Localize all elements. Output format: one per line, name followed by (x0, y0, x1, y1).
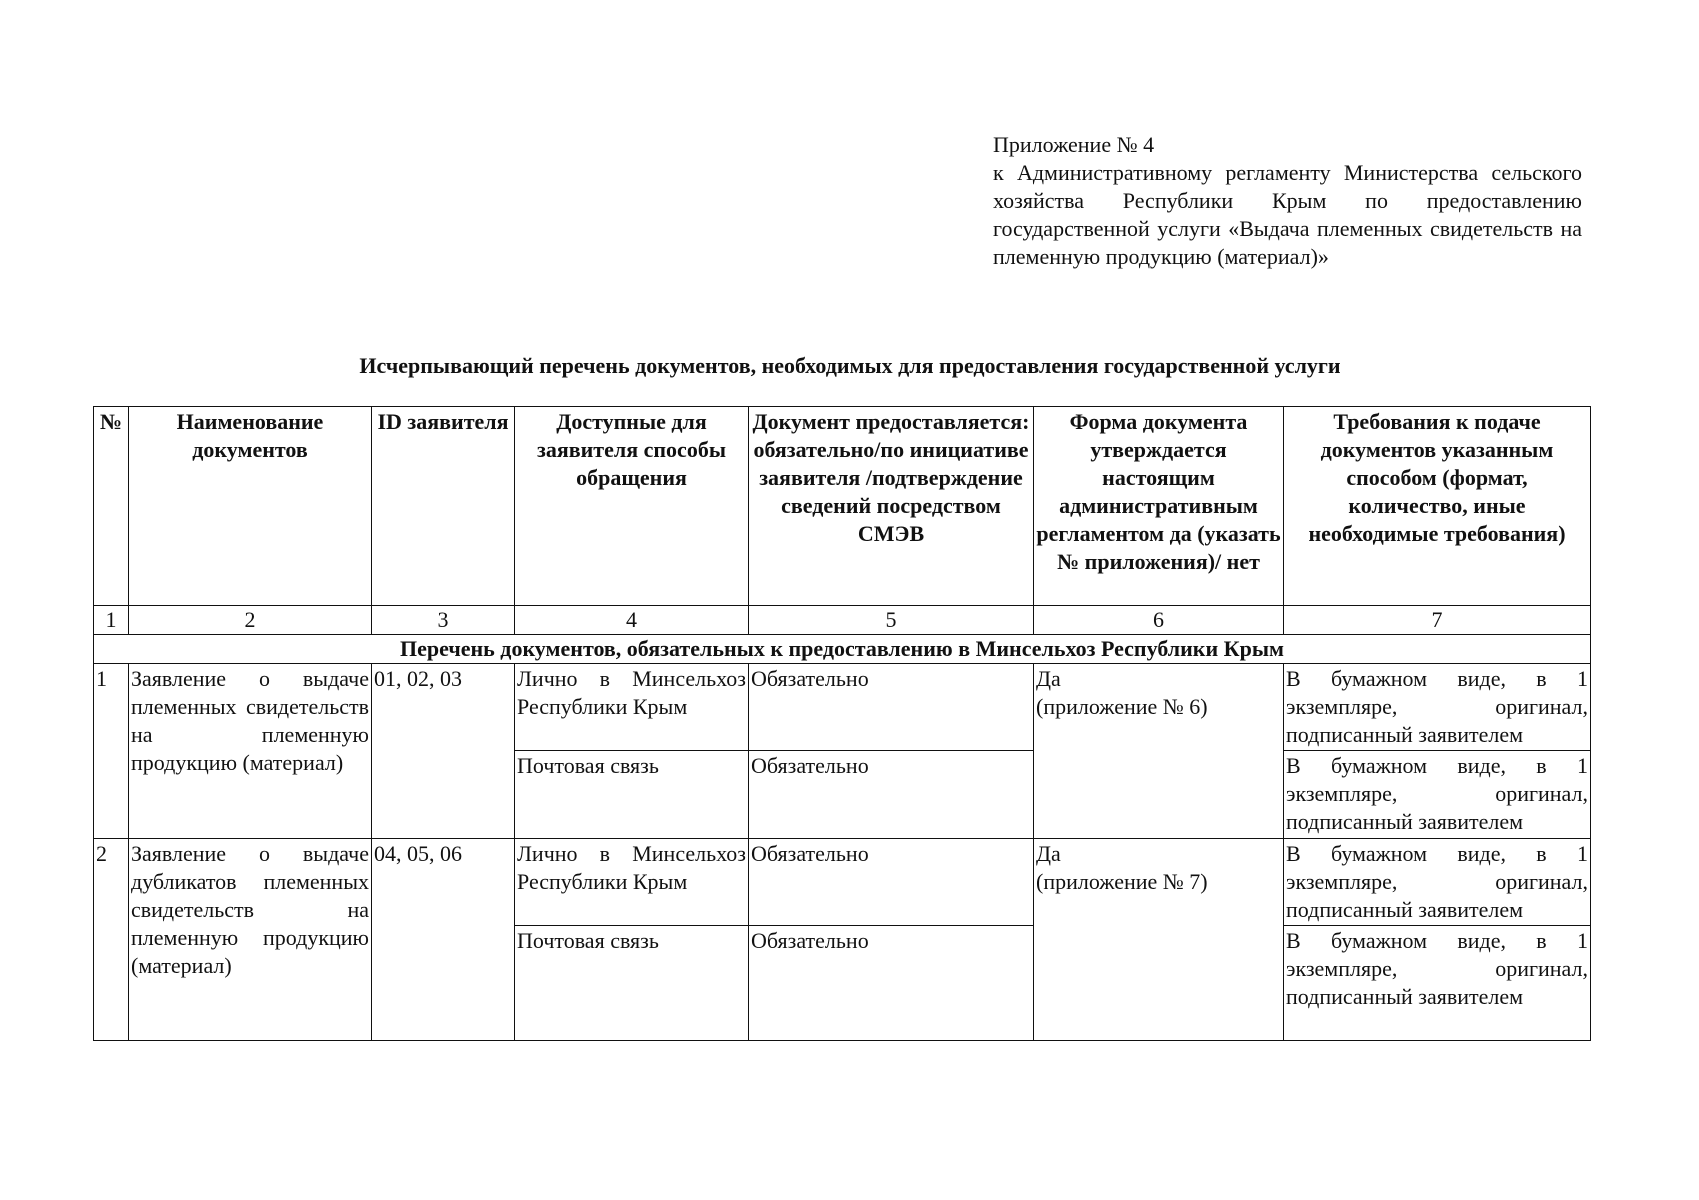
header-row (94, 407, 1591, 606)
form-approved-cell (1034, 839, 1284, 1041)
header-document-name: Наименование документов (129, 407, 372, 606)
header-provision: Документ предоставляется: обязательно/по инициативе заявителя /подтверждение сведений посредством СМЭВ (749, 407, 1034, 606)
requirements-cell: В бумажном виде, в 1 экземпляре, оригинал, подписанный заявителем (1284, 751, 1591, 839)
method-cell: Лично в Минсельхоз Республики Крым (515, 664, 749, 751)
column-number: 5 (749, 606, 1034, 635)
method-cell: Почтовая связь (515, 926, 749, 1041)
column-number-row (94, 606, 1591, 635)
document-name: Заявление о выдаче племенных свидетельств на племенную продукцию (материал) (129, 664, 372, 839)
column-number: 6 (1034, 606, 1284, 635)
column-number: 2 (129, 606, 372, 635)
applicant-id: 01, 02, 03 (372, 664, 515, 839)
section-row (94, 635, 1591, 664)
column-number: 1 (94, 606, 129, 635)
table-row (94, 664, 1591, 751)
provision-cell: Обязательно (749, 926, 1034, 1041)
requirements-cell: В бумажном виде, в 1 экземпляре, оригинал, подписанный заявителем (1284, 664, 1591, 751)
header-form-approved: Форма документа утверждается настоящим административным регламентом да (указать № приложения)/ нет (1034, 407, 1284, 606)
section-title: Перечень документов, обязательных к предоставлению в Минсельхоз Республики Крым (94, 635, 1591, 664)
form-approved-cell (1034, 664, 1284, 839)
provision-cell: Обязательно (749, 839, 1034, 926)
documents-table (93, 406, 1591, 1041)
column-number: 4 (515, 606, 749, 635)
document-name: Заявление о выдаче дубликатов племенных свидетельств на племенную продукцию (материал) (129, 839, 372, 1041)
table-row (94, 839, 1591, 926)
form-approved-value: Да (1036, 841, 1061, 866)
form-approved-value: Да (1036, 666, 1061, 691)
method-cell: Почтовая связь (515, 751, 749, 839)
header-requirements: Требования к подаче документов указанным способом (формат, количество, иные необходимые требования) (1284, 407, 1591, 606)
form-appendix-ref: (приложение № 7) (1036, 869, 1208, 894)
header-number: № (94, 407, 129, 606)
document-title: Исчерпывающий перечень документов, необходимых для предоставления государственной услуги (359, 353, 1341, 378)
appendix-number: Приложение № 4 (993, 132, 1155, 157)
form-appendix-ref: (приложение № 6) (1036, 694, 1208, 719)
provision-cell: Обязательно (749, 664, 1034, 751)
applicant-id: 04, 05, 06 (372, 839, 515, 1041)
row-number: 2 (94, 839, 129, 1041)
requirements-cell: В бумажном виде, в 1 экземпляре, оригинал, подписанный заявителем (1284, 926, 1591, 1041)
row-number: 1 (94, 664, 129, 839)
header-methods: Доступные для заявителя способы обращения (515, 407, 749, 606)
header-applicant-id: ID заявителя (372, 407, 515, 606)
requirements-cell: В бумажном виде, в 1 экземпляре, оригинал, подписанный заявителем (1284, 839, 1591, 926)
appendix-text: к Административному регламенту Министерства сельского хозяйства Республики Крым по предоставлению государственной услуги «Выдача племенных свидетельств на племенную продукцию (материал)» (993, 160, 1582, 269)
column-number: 3 (372, 606, 515, 635)
method-cell: Лично в Минсельхоз Республики Крым (515, 839, 749, 926)
column-number: 7 (1284, 606, 1591, 635)
appendix-block (993, 131, 1582, 271)
provision-cell: Обязательно (749, 751, 1034, 839)
